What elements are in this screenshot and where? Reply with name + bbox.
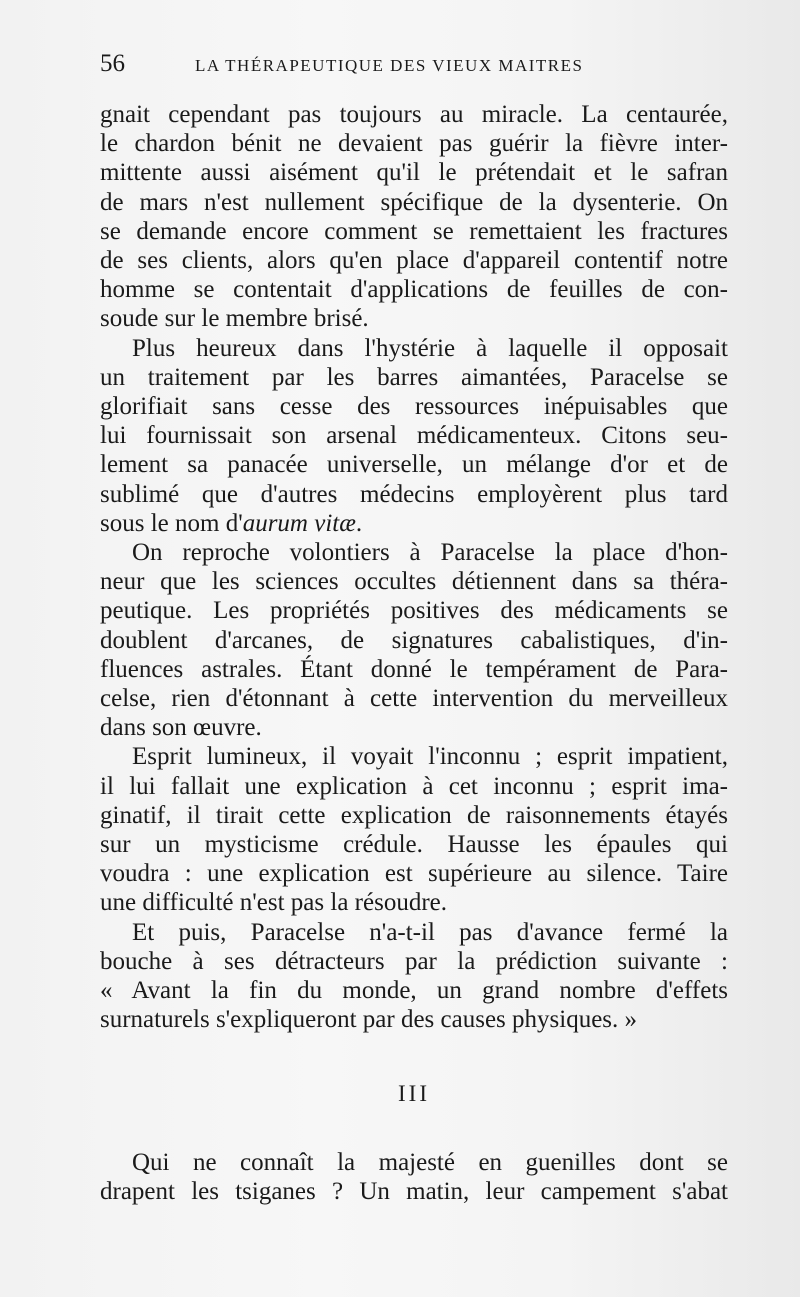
page-header	[100, 50, 730, 78]
text-line: un traitement par les barres aimantées, Paracelse se	[100, 363, 728, 391]
text-line: sublimé que d'autres médecins employèrent plus tard	[100, 480, 728, 508]
text-line: fluences astrales. Étant donné le tempérament de Para-	[100, 655, 728, 683]
text-line: bouche à ses détracteurs par la prédiction suivante :	[100, 947, 728, 975]
text-line	[100, 509, 728, 538]
text-line: neur que les sciences occultes détiennent dans sa théra-	[100, 568, 728, 596]
text-line: de ses clients, alors qu'en place d'appareil contentif notre	[100, 247, 728, 275]
text-line: il lui fallait une explication à cet inconnu ; esprit ima-	[100, 772, 728, 800]
text-line: surnaturels s'expliqueront par des causes physiques. »	[100, 1006, 638, 1034]
text-line: Qui ne connaît la majesté en guenilles dont se	[132, 1148, 728, 1176]
text-line: se demande encore comment se remettaient les fractures	[100, 217, 728, 245]
text-line: homme se contentait d'applications de feuilles de con-	[100, 276, 728, 304]
text-line: voudra : une explication est supérieure au silence. Taire	[100, 860, 728, 888]
text-line: dans son œuvre.	[100, 714, 262, 742]
body-text	[100, 100, 728, 1206]
text-line: doublent d'arcanes, de signatures cabalistiques, d'in-	[100, 626, 728, 654]
italic-term: aurum vitæ	[242, 509, 356, 537]
text-line: celse, rien d'étonnant à cette intervention du merveilleux	[100, 685, 728, 713]
text-line: Et puis, Paracelse n'a-t-il pas d'avance fermé la	[132, 918, 728, 946]
text-fragment: sous le nom d'	[100, 509, 243, 537]
text-line: drapent les tsiganes ? Un matin, leur campement s'abat	[100, 1177, 728, 1205]
text-line: lui fournissait son arsenal médicamenteux. Citons seu-	[100, 422, 728, 450]
text-line: « Avant la fin du monde, un grand nombre d'effets	[100, 977, 728, 1005]
text-line: sur un mysticisme crédule. Hausse les épaules qui	[100, 831, 728, 859]
text-line: ginatif, il tirait cette explication de raisonnements étayés	[100, 801, 728, 829]
text-line: gnait cependant pas toujours au miracle. La centaurée,	[100, 101, 728, 128]
text-line: lement sa panacée universelle, un mélange d'or et de	[100, 451, 728, 479]
text-line: Esprit lumineux, il voyait l'inconnu ; esprit impatient,	[132, 743, 728, 771]
text-line: peutique. Les propriétés positives des médicaments se	[100, 597, 728, 625]
text-line: de mars n'est nullement spécifique de la dysenterie. On	[100, 188, 728, 216]
text-line: une difficulté n'est pas la résoudre.	[100, 889, 447, 917]
text-line: mittente aussi aisément qu'il le prétendait et le safran	[100, 159, 728, 187]
page-number: 56	[100, 50, 125, 77]
text-line: Plus heureux dans l'hystérie à laquelle il opposait	[132, 334, 728, 362]
text-line: glorifiait sans cesse des ressources inépuisables que	[100, 393, 728, 421]
running-head: LA THÉRAPEUTIQUE DES VIEUX MAITRES	[195, 56, 584, 75]
text-line: On reproche volontiers à Paracelse la place d'hon-	[132, 539, 728, 567]
text-fragment: .	[355, 509, 363, 537]
section-number: III	[398, 1080, 430, 1106]
text-line: soude sur le membre brisé.	[100, 305, 369, 333]
text-line: le chardon bénit ne devaient pas guérir la fièvre inter-	[100, 130, 728, 158]
